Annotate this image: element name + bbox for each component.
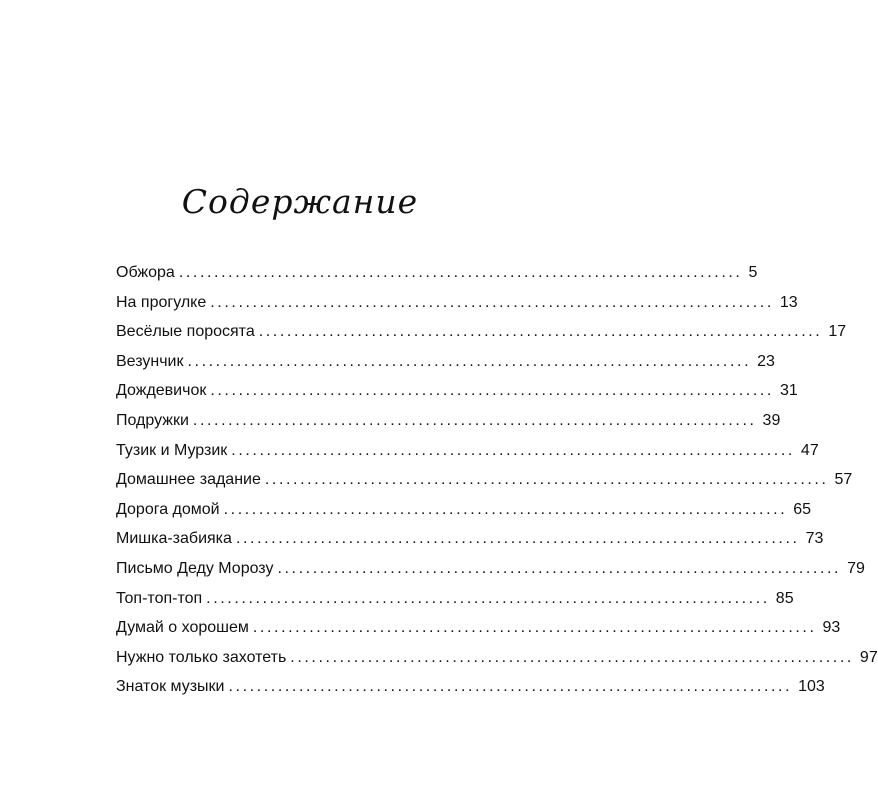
toc-leader-dots: ................................................................................ — [210, 293, 774, 311]
toc-entry-page: 17 — [828, 323, 847, 341]
toc-leader-dots: ................................................................................ — [206, 589, 770, 607]
toc-entry-title: Дождевичок — [116, 382, 207, 400]
toc-entry-title: Знаток музыки — [116, 678, 225, 696]
toc-leader-dots: ................................................................................ — [252, 619, 817, 637]
toc-entry-page: 39 — [762, 411, 781, 429]
toc-entry-page: 97 — [859, 648, 878, 666]
toc-entry — [116, 411, 781, 442]
toc-entry-title: Нужно только захотеть — [116, 648, 287, 666]
toc-entry-page: 79 — [847, 559, 865, 577]
toc-entry-title: Мишка-забияка — [116, 530, 232, 548]
table-of-contents — [116, 264, 878, 708]
toc-leader-dots: ................................................................................ — [192, 411, 757, 429]
toc-entry-title: Тузик и Мурзик — [116, 441, 228, 459]
toc-entry — [116, 323, 847, 353]
toc-entry-page: 23 — [757, 352, 775, 370]
toc-entry-title: Подружки — [116, 411, 189, 429]
toc-entry — [116, 352, 775, 383]
toc-entry-title: Обжора — [116, 264, 175, 281]
toc-leader-dots: ................................................................................ — [187, 352, 752, 370]
toc-leader-dots: ................................................................................ — [228, 678, 793, 696]
toc-leader-dots: ................................................................................ — [223, 500, 788, 518]
toc-entry-title: Домашнее задание — [116, 471, 261, 489]
toc-entry-page: 57 — [834, 471, 853, 489]
toc-entry-title: Дорога домой — [116, 500, 220, 518]
toc-entry — [116, 293, 798, 324]
toc-entry — [116, 471, 853, 501]
toc-leader-dots: ................................................................................ — [258, 323, 823, 341]
toc-entry — [116, 589, 794, 620]
toc-entry — [116, 678, 825, 708]
toc-leader-dots: ................................................................................ — [210, 382, 774, 400]
page-title: Содержание — [181, 182, 419, 221]
toc-entry — [116, 382, 798, 412]
toc-entry-title: Думай о хорошем — [116, 619, 249, 637]
toc-leader-dots: ................................................................................ — [264, 471, 829, 489]
toc-entry — [116, 530, 824, 560]
toc-entry-page: 73 — [805, 530, 824, 548]
toc-leader-dots: ................................................................................ — [235, 530, 800, 548]
toc-entry — [116, 500, 812, 531]
toc-entry-title: Везунчик — [116, 352, 184, 370]
toc-leader-dots: ................................................................................ — [231, 441, 795, 459]
toc-entry-title: Топ-топ-топ — [116, 589, 203, 607]
toc-entry — [116, 648, 878, 679]
toc-entry-page: 103 — [798, 678, 825, 696]
toc-entry-title: Весёлые поросята — [116, 323, 255, 341]
toc-entry-title: Письмо Деду Морозу — [116, 559, 274, 577]
toc-entry-page: 13 — [779, 293, 798, 311]
toc-entry — [116, 441, 819, 472]
toc-leader-dots: ................................................................................ — [290, 648, 854, 666]
toc-entry-page: 85 — [775, 589, 794, 607]
toc-entry — [116, 264, 758, 294]
toc-entry — [116, 619, 841, 649]
toc-leader-dots: ................................................................................ — [178, 264, 743, 281]
toc-entry-page: 5 — [748, 264, 758, 281]
toc-entry-page: 47 — [800, 441, 819, 459]
toc-entry-title: На прогулке — [116, 293, 207, 311]
toc-entry-page: 93 — [822, 619, 841, 637]
toc-entry — [116, 559, 865, 590]
toc-leader-dots: ................................................................................ — [277, 559, 842, 577]
toc-entry-page: 65 — [793, 500, 812, 518]
toc-entry-page: 31 — [779, 382, 798, 400]
